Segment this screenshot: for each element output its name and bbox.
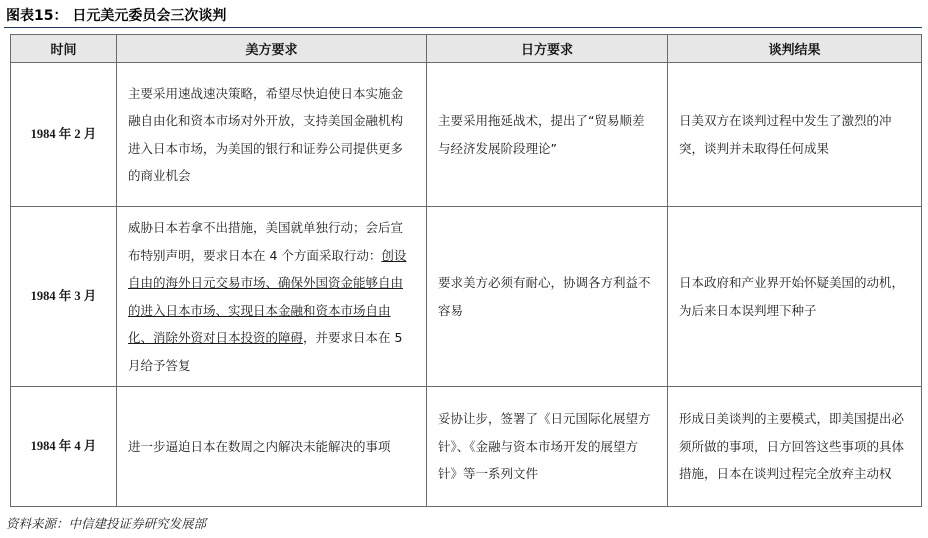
row-jp-demands: 主要采用拖延战术，提出了“贸易顺差与经济发展阶段理论” — [427, 63, 668, 207]
row-time: 1984 年 3 月 — [11, 207, 117, 387]
table-header-row — [11, 35, 922, 63]
table-row — [11, 207, 922, 387]
row-us-demands: 进一步逼迫日本在数周之内解决未能解决的事项 — [117, 387, 427, 507]
table-row — [11, 63, 922, 207]
negotiation-table — [10, 34, 922, 507]
row-jp-demands: 要求美方必须有耐心，协调各方利益不容易 — [427, 207, 668, 387]
us-demands-intro: 威胁日本若拿不出措施，美国就单独行动；会后宣布特别声明，要求日本在 4 个方面采取行动： — [128, 220, 404, 263]
row-jp-demands: 妥协让步，签署了《日元国际化展望方针》、《金融与资本市场开发的展望方针》等一系列文件 — [427, 387, 668, 507]
header-time: 时间 — [11, 35, 117, 63]
row-time: 1984 年 2 月 — [11, 63, 117, 207]
source-note: 资料来源：中信建投证券研究发展部 — [6, 516, 207, 531]
row-result: 日美双方在谈判过程中发生了激烈的冲突，谈判并未取得任何成果 — [668, 63, 922, 207]
header-jp-demands: 日方要求 — [427, 35, 668, 63]
header-result: 谈判结果 — [668, 35, 922, 63]
title-divider — [4, 27, 922, 28]
header-us-demands: 美方要求 — [117, 35, 427, 63]
us-demands-tail: ，并要求日本在 5 月给予答复 — [128, 330, 403, 373]
row-time: 1984 年 4 月 — [11, 387, 117, 507]
figure-title: 图表15： 日元美元委员会三次谈判 — [6, 8, 227, 24]
row-result: 日本政府和产业界开始怀疑美国的动机，为后来日本误判埋下种子 — [668, 207, 922, 387]
us-demands-four-actions: 创设自由的海外日元交易市场、确保外国资金能够自由的进入日本市场、实现日本金融和资本市场自由化、消除外资对日本投资的障碍 — [128, 247, 407, 345]
row-result: 形成日美谈判的主要模式，即美国提出必须所做的事项，日方回答这些事项的具体措施，日本在谈判过程完全放弃主动权 — [668, 387, 922, 507]
row-us-demands: 主要采用速战速决策略，希望尽快迫使日本实施金融自由化和资本市场对外开放，支持美国金融机构进入日本市场，为美国的银行和证券公司提供更多的商业机会 — [117, 63, 427, 207]
table-row — [11, 387, 922, 507]
row-us-demands — [117, 207, 427, 387]
